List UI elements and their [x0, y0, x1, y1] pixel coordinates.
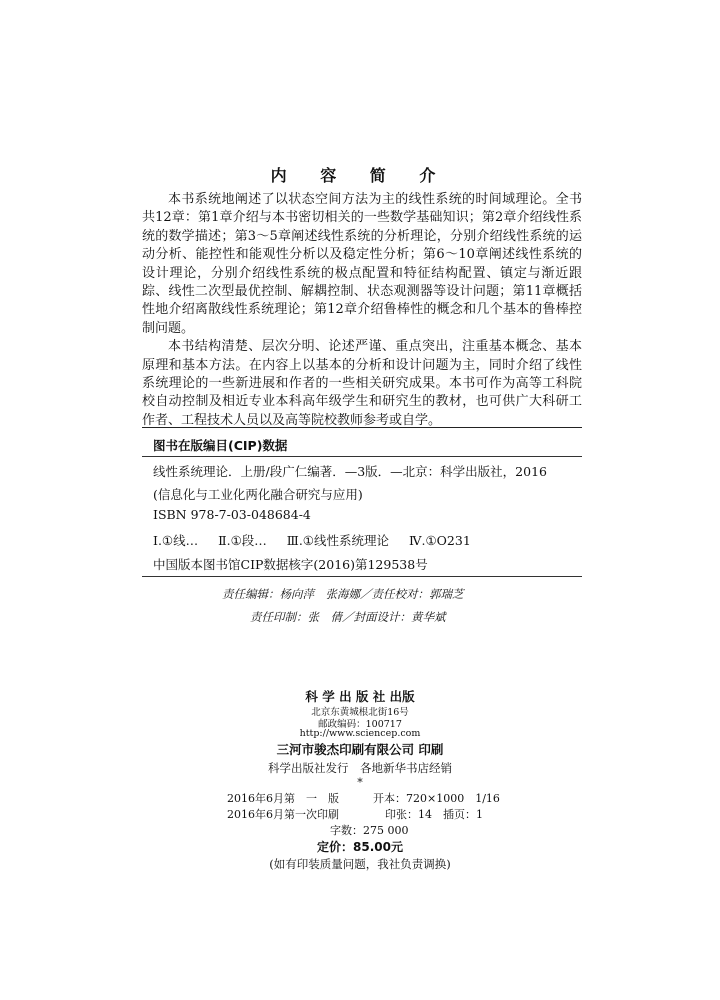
book-format: 开本：720×1000 1/16: [373, 792, 500, 805]
cip-class-item: Ⅱ.①段…: [218, 533, 267, 548]
credits-editors: 责任编辑：杨向萍 张海娜／责任校对：郭瑞芝: [222, 587, 464, 601]
price: 定价：85.00元: [317, 840, 403, 854]
publisher-name: 科 学 出 版 社 出版: [305, 689, 415, 704]
summary-title: 内 容 简 介: [270, 166, 450, 185]
cip-class-item: Ⅰ.①线…: [153, 533, 199, 548]
publisher-address: 北京东黄城根北街16号: [311, 707, 409, 718]
word-count: 字数：275 000: [330, 824, 409, 837]
summary-paragraph: 本书系统地阐述了以状态空间方法为主的线性系统的时间域理论。全书共12章：第1章介绍与本书密切相关的一些数学基础知识；第2章介绍线性系统的数学描述；第3～5章阐述线性系统的分析理论，分别介绍线性系统的运动分析、能控性和能观性分析以及稳定性分析；第6～10章阐述线性系统的设计理论，分别介绍线性系统的极点配置和特征结构配置、镇定与渐近跟踪、线性二次型最优控制、解耦控制、状态观测器等设计问题；第11章概括性地介绍离散线性系统理论；第12章介绍鲁棒性的概念和几个基本的鲁棒控制问题。: [142, 192, 582, 336]
cip-top-rule: [142, 427, 582, 428]
cip-verification: 中国版本图书馆CIP数据核字(2016)第129538号: [153, 557, 428, 572]
summary-paragraph: 本书结构清楚、层次分明、论述严谨、重点突出，注重基本概念、基本原理和基本方法。在内容上以基本的分析和设计问题为主，同时介绍了线性系统理论的一些新进展和作者的一些相关研究成果。本书可作为高等工科院校自动控制及相近专业本科高年级学生和研究生的教材，也可供广大科研工作者、工程技术人员以及高等院校教师参考或自学。: [142, 339, 582, 428]
cip-series: (信息化与工业化两化融合研究与应用): [153, 487, 363, 502]
cip-isbn: ISBN 978-7-03-048684-4: [153, 507, 311, 522]
cip-class-item: Ⅳ.①O231: [409, 533, 471, 548]
cip-bottom-rule: [142, 576, 582, 577]
credits-production: 责任印制：张 倩／封面设计：黄华斌: [250, 610, 446, 624]
cip-heading: 图书在版编目(CIP)数据: [153, 438, 288, 453]
sheet-count: 印张：14 插页：1: [385, 808, 483, 821]
summary-body: [142, 191, 582, 430]
separator-star: *: [357, 776, 363, 789]
publisher-website: http://www.sciencep.com: [299, 728, 421, 739]
cip-class-item: Ⅲ.①线性系统理论: [286, 533, 390, 548]
publisher-postcode: 邮政编码：100717: [318, 719, 402, 730]
cip-record: 线性系统理论．上册/段广仁编著．—3版．—北京：科学出版社，2016: [153, 464, 547, 479]
cip-heading-rule: [142, 456, 582, 457]
cip-classification: [153, 531, 487, 549]
edition-date: 2016年6月第 一 版: [227, 792, 339, 805]
distribution-line: 科学出版社发行 各地新华书店经销: [268, 761, 452, 775]
print-date: 2016年6月第一次印刷: [227, 808, 339, 821]
printer-name: 三河市骏杰印刷有限公司 印刷: [276, 742, 444, 757]
quality-notice: (如有印装质量问题，我社负责调换): [269, 857, 451, 871]
